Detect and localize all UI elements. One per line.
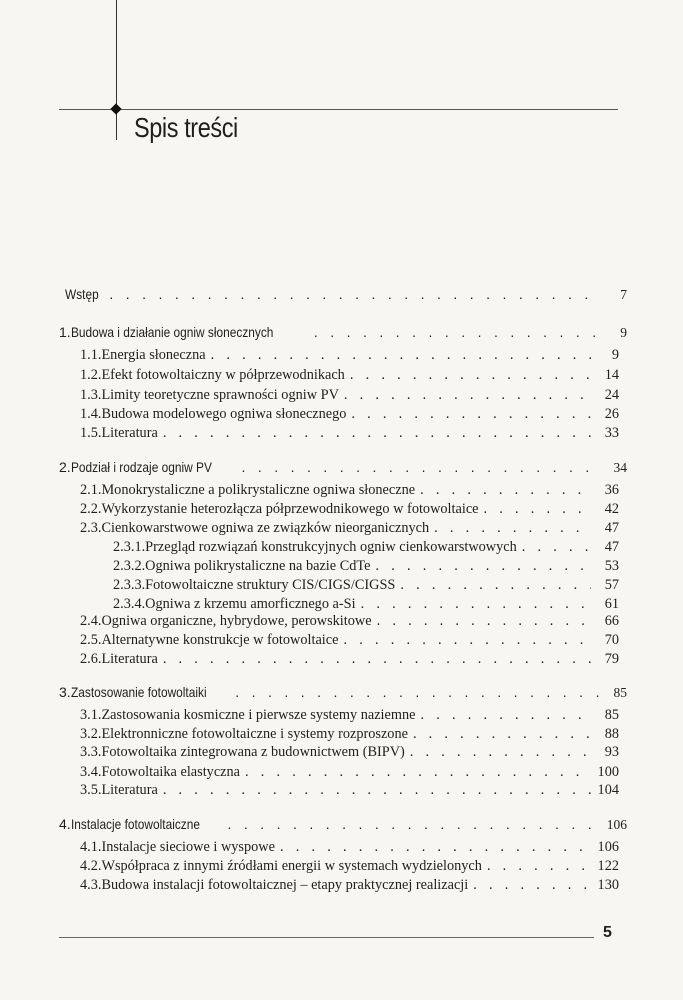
toc-number: 3.3. [80, 744, 102, 760]
toc-page: 47 [604, 539, 619, 555]
toc-page: 85 [613, 685, 627, 700]
toc-page: 130 [597, 877, 619, 893]
page-title: Spis treści [134, 112, 238, 143]
toc-number: 1.4. [80, 406, 102, 422]
toc-title: Cienkowarstwowe ogniwa ze związków nieorganicznych [101, 520, 430, 536]
toc-page: 66 [604, 613, 619, 629]
toc-section[interactable] [80, 520, 619, 540]
toc-subsection[interactable] [113, 577, 619, 597]
toc-number: 4.1. [80, 839, 102, 855]
toc-title: Ogniwa z krzemu amorficznego a-Si [145, 596, 356, 612]
leader-dots [429, 520, 591, 537]
toc-page: 100 [597, 764, 619, 780]
toc-title: Literatura [101, 651, 158, 667]
footer-rule [59, 937, 594, 938]
toc-number: 2.2. [80, 501, 102, 517]
leader-dots [158, 782, 591, 799]
toc-number: 3.2. [80, 726, 102, 742]
toc-page: 85 [604, 707, 619, 723]
toc-page: 79 [604, 651, 619, 667]
leader-dots [408, 726, 591, 743]
toc-chapter-2[interactable] [59, 459, 627, 479]
leader-dots [416, 707, 592, 724]
toc-title: Literatura [101, 425, 158, 441]
toc-title: Fotowoltaika elastyczna [101, 764, 241, 780]
toc-page: 70 [604, 632, 619, 648]
leader-dots [345, 367, 591, 384]
diamond-ornament-icon [110, 103, 121, 114]
leader-dots [338, 632, 591, 649]
toc-number: 2.1. [80, 482, 102, 498]
toc-section[interactable] [80, 744, 619, 764]
toc-title: Efekt fotowoltaiczny w półprzewodnikach [101, 367, 345, 383]
toc-page: 26 [604, 406, 619, 422]
toc-section[interactable] [80, 501, 619, 521]
toc-page: 24 [604, 387, 619, 403]
toc-chapter-1[interactable] [59, 324, 627, 344]
toc-page: 7 [620, 287, 627, 302]
toc-number: 2.6. [80, 651, 102, 667]
toc-section[interactable] [80, 367, 619, 387]
toc-page: 47 [604, 520, 619, 536]
toc-number: 1. [59, 324, 71, 340]
toc-number: 2.4. [80, 613, 102, 629]
toc-title: Zastosowania kosmiczne i pierwsze systemy naziemne [101, 707, 416, 723]
toc-page: 106 [597, 839, 619, 855]
toc-number: 4.2. [80, 858, 102, 874]
decorative-header-rule [59, 109, 618, 110]
toc-page: 104 [597, 782, 619, 798]
toc-title: Fotowoltaiczne struktury CIS/CIGS/CIGSS [145, 577, 396, 593]
toc-title: Instalacje fotowoltaiczne [70, 816, 200, 832]
toc-number: 2.3.3. [113, 577, 146, 593]
toc-title: Zastosowanie fotowoltaiki [70, 684, 207, 700]
toc-section[interactable] [80, 651, 619, 671]
toc-number: 2.3.2. [113, 558, 146, 574]
toc-number: 3.5. [80, 782, 102, 798]
toc-number: 1.1. [80, 347, 102, 363]
leader-dots [240, 764, 591, 781]
decorative-vertical-line-lower [116, 112, 117, 140]
toc-number: 2.3. [80, 520, 102, 536]
toc-page: 34 [613, 460, 627, 475]
toc-page: 33 [604, 425, 619, 441]
toc-number: 2.3.4. [113, 596, 146, 612]
toc-title: Wykorzystanie heterozłącza półprzewodnikowego w fotowoltaice [101, 501, 479, 517]
toc-title: Literatura [101, 782, 158, 798]
toc-title: Ogniwa polikrystaliczne na bazie CdTe [145, 558, 371, 574]
toc-section[interactable] [80, 782, 619, 802]
toc-section[interactable] [80, 858, 619, 878]
leader-dots [309, 324, 599, 340]
toc-section[interactable] [80, 613, 619, 633]
leader-dots [158, 425, 591, 442]
toc-section[interactable] [80, 877, 619, 897]
toc-number: 4. [59, 816, 71, 832]
toc-section[interactable] [80, 387, 619, 407]
toc-number: 2.3.1. [113, 539, 146, 555]
leader-dots [206, 347, 591, 364]
toc-title: Monokrystaliczne a polikrystaliczne ogniwa słoneczne [101, 482, 416, 498]
leader-dots [415, 482, 591, 499]
leader-dots [236, 459, 599, 475]
toc-title: Współpraca z innymi źródłami energii w systemach wydzielonych [101, 858, 482, 874]
toc-page: 42 [604, 501, 619, 517]
toc-title: Limity teoretyczne sprawności ogniw PV [101, 387, 339, 403]
toc-section[interactable] [80, 482, 619, 502]
leader-dots [275, 839, 591, 856]
leader-dots [482, 858, 591, 875]
leader-dots [395, 577, 591, 594]
toc-page: 93 [604, 744, 619, 760]
toc-subsection[interactable] [113, 539, 619, 559]
toc-title: Budowa i działanie ogniw słonecznych [70, 324, 274, 340]
toc-number: 3.1. [80, 707, 102, 723]
toc-number: 1.3. [80, 387, 102, 403]
toc-page: 53 [604, 558, 619, 574]
page-number: 5 [603, 924, 612, 941]
toc-title: Budowa instalacji fotowoltaicznej – etapy praktycznej realizacji [101, 877, 469, 893]
toc-page: 61 [604, 596, 619, 612]
toc-page: 106 [606, 817, 627, 832]
toc-number: 1.2. [80, 367, 102, 383]
toc-section[interactable] [80, 347, 619, 367]
toc-page: 88 [604, 726, 619, 742]
toc-page: 122 [597, 858, 619, 874]
toc-number: 2. [59, 459, 71, 475]
decorative-vertical-line [116, 0, 117, 107]
toc-title: Elektronniczne fotowoltaiczne i systemy rozproszone [101, 726, 408, 742]
toc-number: 4.3. [80, 877, 102, 893]
toc-page: 9 [611, 347, 619, 363]
leader-dots [158, 651, 591, 668]
toc-number: 1.5. [80, 425, 102, 441]
leader-dots [346, 406, 591, 423]
toc-section[interactable] [80, 406, 619, 426]
leader-dots [370, 558, 591, 575]
toc-title: Energia słoneczna [101, 347, 206, 363]
toc-page: 57 [604, 577, 619, 593]
leader-dots [104, 286, 599, 302]
toc-title: Ogniwa organiczne, hybrydowe, perowskitowe [101, 613, 372, 629]
leader-dots [372, 613, 591, 630]
toc-title: Przegląd rozwiązań konstrukcyjnych ogniw cienkowarstwowych [145, 539, 517, 555]
leader-dots [468, 877, 591, 894]
toc-page: 9 [620, 325, 627, 340]
leader-dots [517, 539, 591, 556]
toc-entry-intro[interactable] [59, 286, 627, 306]
toc-page: 14 [604, 367, 619, 383]
toc-title: Instalacje sieciowe i wyspowe [101, 839, 275, 855]
toc-chapter-4[interactable] [59, 816, 627, 836]
toc-title: Fotowoltaika zintegrowana z budownictwem (BIPV) [101, 744, 405, 760]
toc-subsection[interactable] [113, 558, 619, 578]
toc-number: 2.5. [80, 632, 102, 648]
leader-dots [222, 816, 599, 832]
toc-page: 36 [604, 482, 619, 498]
toc-title: Budowa modelowego ogniwa słonecznego [101, 406, 347, 422]
leader-dots [230, 684, 599, 700]
toc-section[interactable] [80, 707, 619, 727]
leader-dots [339, 387, 591, 404]
toc-title: Alternatywne konstrukcje w fotowoltaice [101, 632, 339, 648]
toc-section[interactable] [80, 726, 619, 746]
toc-number: 3. [59, 684, 71, 700]
toc-chapter-3[interactable] [59, 684, 627, 704]
toc-section[interactable] [80, 632, 619, 652]
leader-dots [405, 744, 591, 761]
toc-section[interactable] [80, 425, 619, 445]
leader-dots [356, 596, 591, 613]
toc-title: Wstęp [64, 286, 99, 302]
toc-section[interactable] [80, 764, 619, 784]
toc-title: Podział i rodzaje ogniw PV [70, 459, 212, 475]
toc-section[interactable] [80, 839, 619, 859]
toc-number: 3.4. [80, 764, 102, 780]
leader-dots [479, 501, 591, 518]
